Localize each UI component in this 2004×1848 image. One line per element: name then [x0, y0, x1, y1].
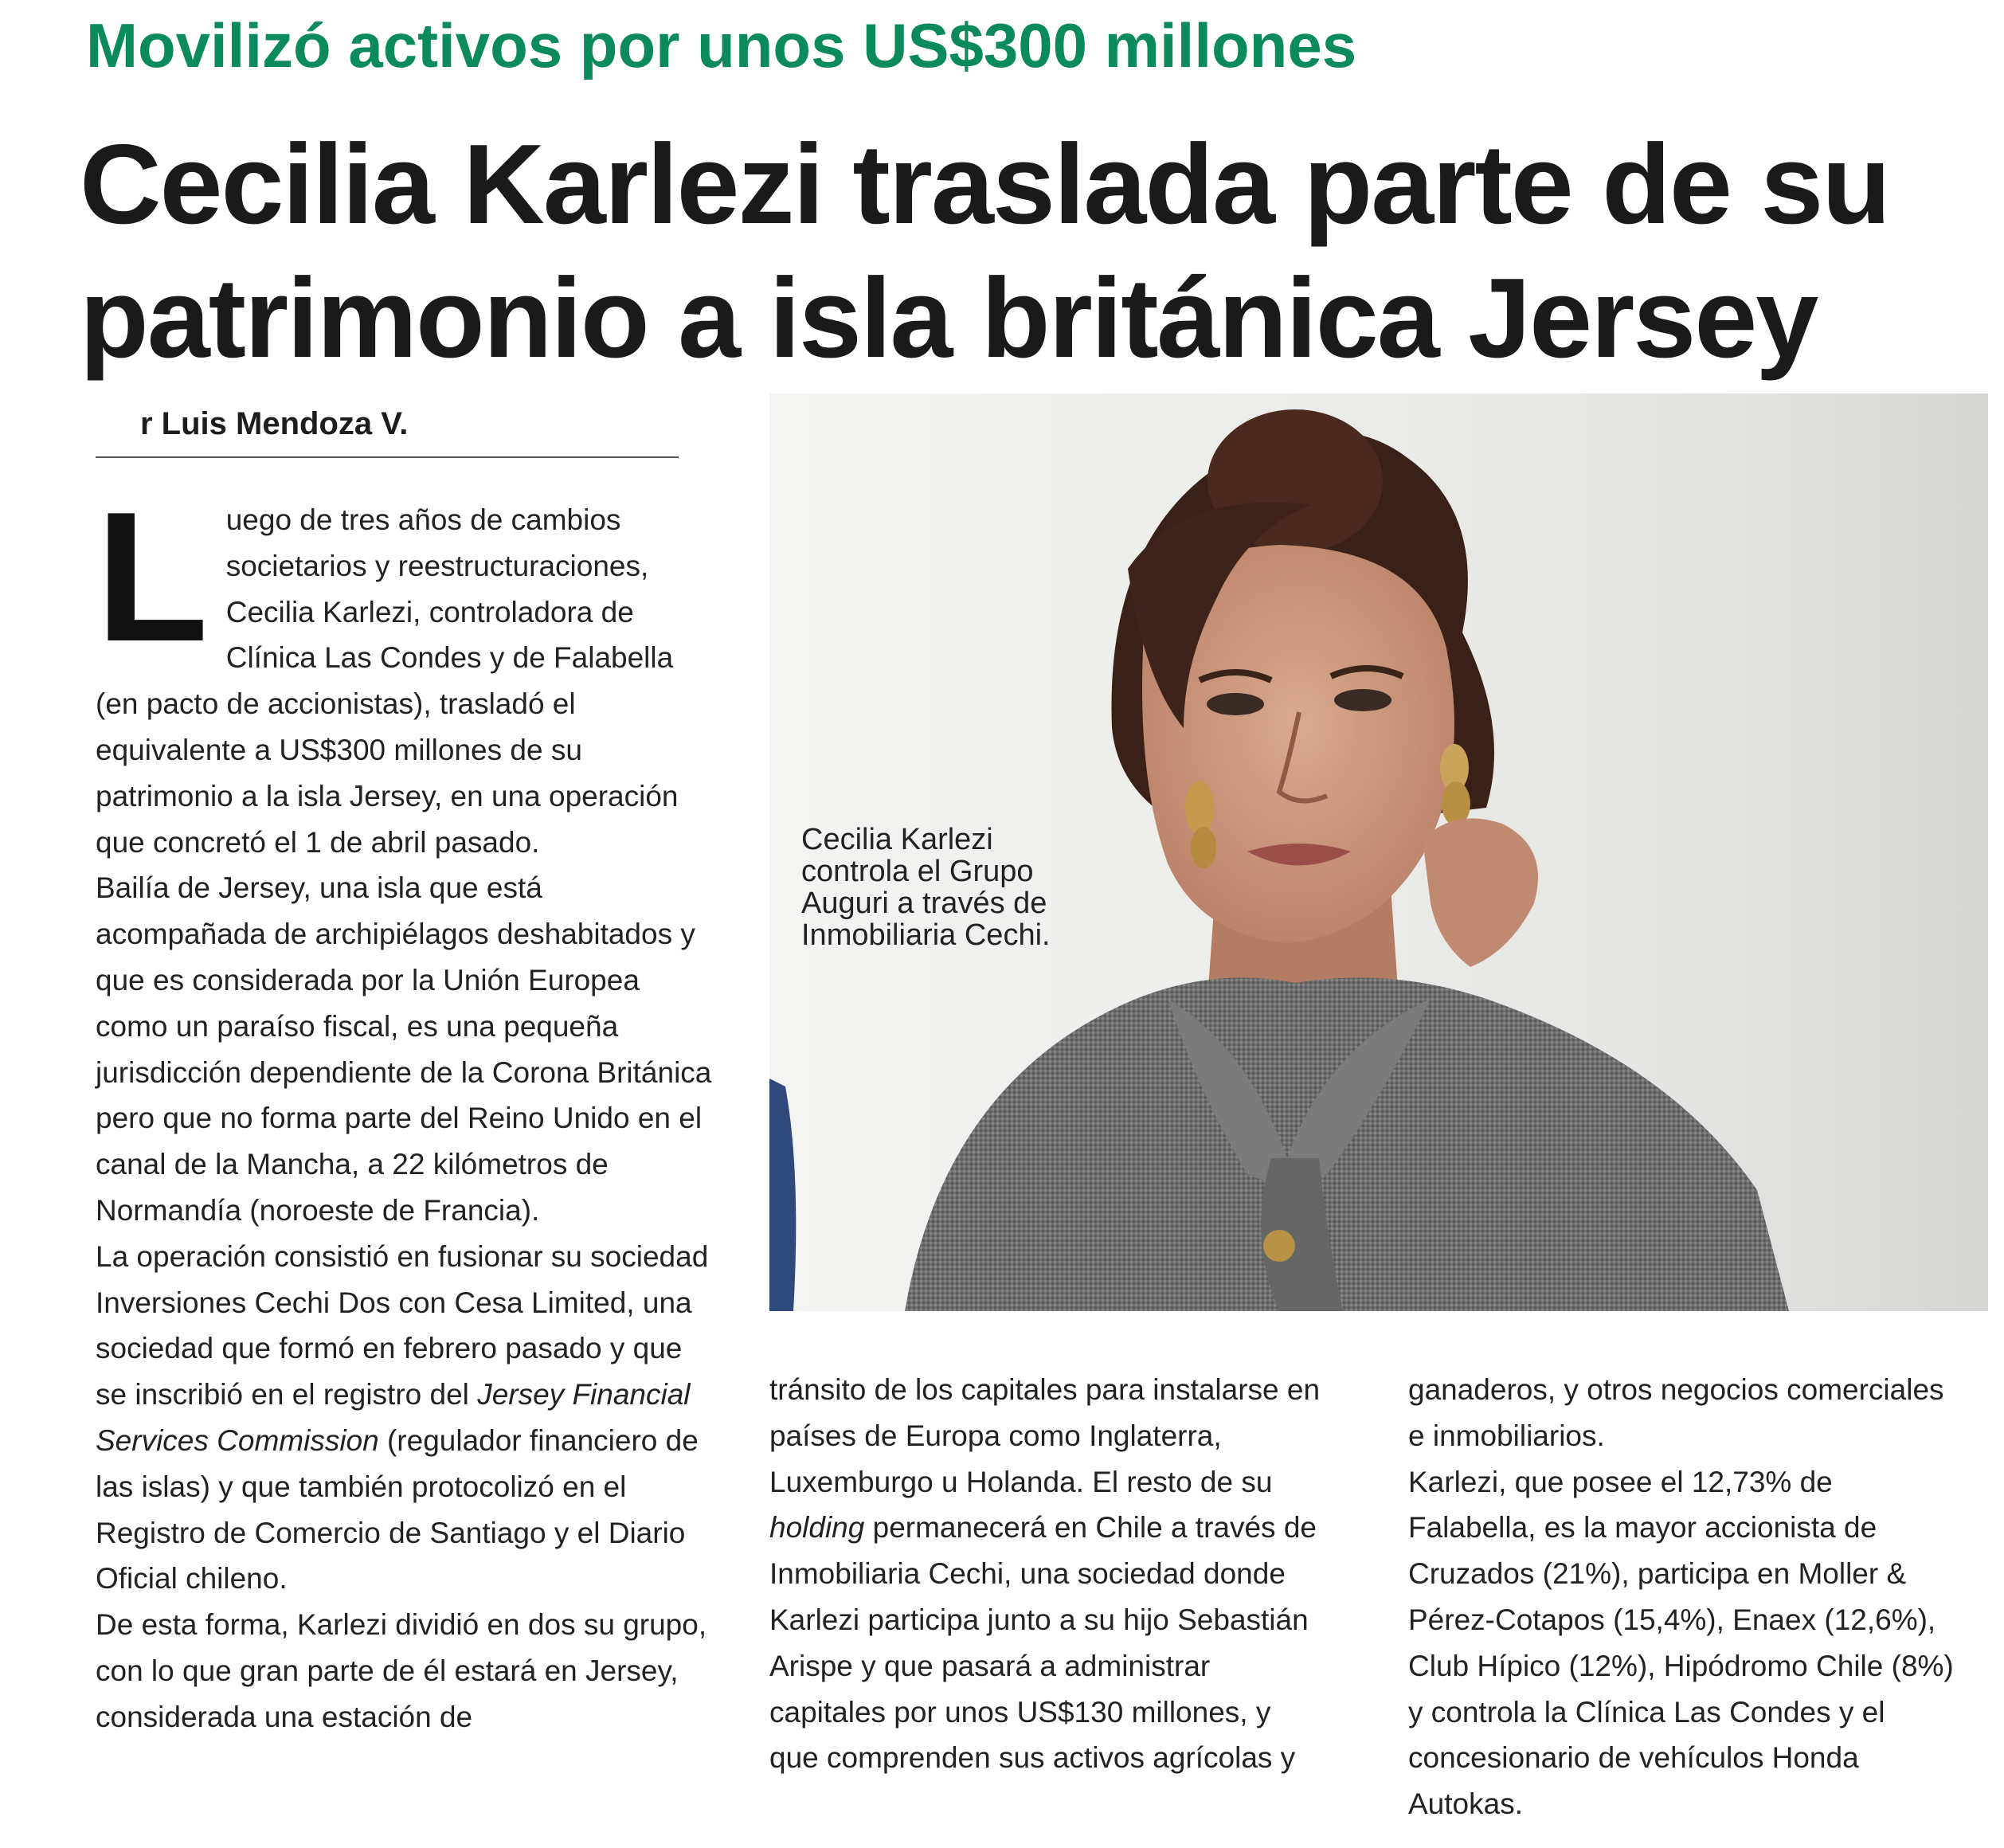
paragraph-5-text-b: permanecerá en Chile a través de Inmobiliaria Cechi, una sociedad donde Karlezi participa junto a su hijo Sebastián Arispe y que pasará a administrar capitales por unos US$130 millones, y que comprenden sus activos agrícolas y — [769, 1511, 1317, 1775]
paragraph-5-emphasis: holding — [769, 1511, 865, 1545]
kicker: Movilizó activos por unos US$300 millones — [86, 10, 1357, 80]
paragraph-1-text: uego de tres años de cambios societarios y reestructuraciones, Cecilia Karlezi, controladora de Clínica Las Condes y de Falabella (en pacto de accionistas), trasladó el equivalente a US$300 millones de su patrimonio a la isla Jersey, en una operación que concretó el 1 de abril pasado. — [96, 503, 679, 859]
article-column-1 — [96, 474, 717, 1740]
headline — [80, 118, 1975, 386]
caption-line-2: controla el Grupo — [801, 855, 1034, 888]
caption-line-1: Cecilia Karlezi — [801, 823, 993, 856]
photo-caption — [801, 824, 1104, 951]
paragraph-1 — [96, 474, 717, 865]
paragraph-2: Bailía de Jersey, una isla que está acompañada de archipiélagos deshabitados y que es considerada por la Unión Europea como un paraíso fiscal, es una pequeña jurisdicción dependiente de la Corona Británica pero que no forma parte del Reino Unido en el canal de la Mancha, a 22 kilómetros de Normandía (noroeste de Francia). — [96, 871, 712, 1227]
paragraph-5-text-a: tránsito de los capitales para instalarse en países de Europa como Inglaterra, Luxemburgo u Holanda. El resto de su — [769, 1373, 1321, 1498]
paragraph-4: De esta forma, Karlezi dividió en dos su grupo, con lo que gran parte de él estará en Jersey, considerada una estación de — [96, 1608, 707, 1733]
paragraph-6: ganaderos, y otros negocios comerciales e inmobiliarios. — [1408, 1373, 1944, 1452]
caption-line-4: Inmobiliaria Cechi. — [801, 918, 1051, 952]
byline: r Luis Mendoza V. — [140, 406, 409, 441]
headline-line-1: Cecilia Karlezi traslada parte de su — [80, 121, 1890, 248]
byline-rule — [96, 456, 679, 458]
paragraph-3-text-b: (regulador financiero de las islas) y que también protocolizó en el Registro de Comercio de Santiago y el Diario Oficial chileno. — [96, 1423, 699, 1595]
paragraph-3-text-a: La operación consistió en fusionar su sociedad Inversiones Cechi Dos con Cesa Limited, una sociedad que formó en febrero pasado y que se inscribió en el registro del — [96, 1239, 709, 1411]
article-column-3 — [1408, 1367, 1966, 1827]
paragraph-3 — [96, 1234, 717, 1602]
paragraph-5 — [769, 1367, 1327, 1781]
paragraph-3-emphasis: Jersey Financial Services Commission — [96, 1378, 691, 1457]
article-column-2 — [769, 1367, 1327, 1781]
paragraph-7: Karlezi, que posee el 12,73% de Falabella, es la mayor accionista de Cruzados (21%), participa en Moller & Pérez-Cotapos (15,4%), Enaex (12,6%), Club Hípico (12%), Hipódromo Chile (8%) y controla la Clínica Las Condes y el concesionario de vehículos Honda Autokas. — [1408, 1465, 1954, 1821]
drop-cap: L — [96, 474, 209, 680]
headline-line-2: patrimonio a isla británica Jersey — [80, 255, 1818, 382]
caption-line-3: Auguri a través de — [801, 887, 1047, 920]
